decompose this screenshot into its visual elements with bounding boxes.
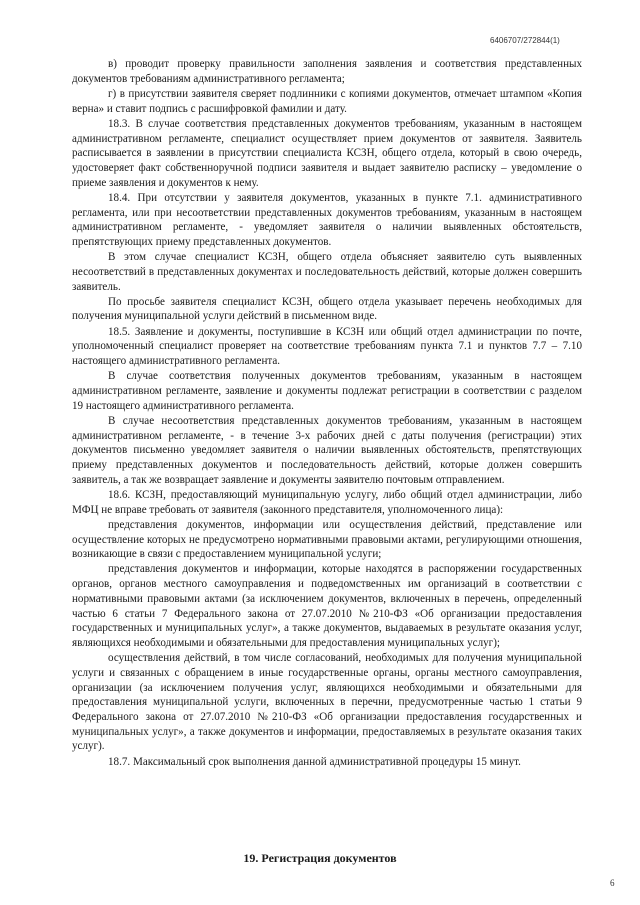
paragraph: В случае несоответствия представленных документов требованиям, указанным в настоящем административном регламенте, - в течение 3-х рабочих дней с даты получения (регистрации) этих документов письменно уведомляет заявителя о наличии выявленных обстоятельств, препятствующих приему представленных документов и последовательность действий, которые должен совершить заявитель, а так же возвращает заявление и документы заявителю почтовым отправлением. (72, 414, 582, 486)
paragraph: 18.6. КСЗН, предоставляющий муниципальную услугу, либо общий отдел администрации, либо МФЦ не вправе требовать от заявителя (законного представителя, уполномоченного лица): (72, 488, 582, 516)
paragraph: В этом случае специалист КСЗН, общего отдела объясняет заявителю суть выявленных несоответствий в представленных документах и последовательность действий, которые должен совершить заявитель. (72, 251, 582, 293)
paragraph: 18.4. При отсутствии у заявителя документов, указанных в пункте 7.1. административного регламента, или при несоответствии представленных документов требованиям, указанным в настоящем административном регламенте, - уведомляет заявителя о наличии выявленных обстоятельств, препятствующих приему представленных документов. (72, 191, 582, 248)
paragraph: представления документов, информации или осуществления действий, представление или осуществление которых не предусмотрено нормативными правовыми актами, регулирующими отношения, возникающие в связи с предоставлением муниципальной услуги; (72, 518, 582, 561)
paragraph: В случае соответствия полученных документов требованиям, указанным в настоящем административном регламенте, заявление и документы подлежат регистрации в соответствии с разделом 19 настоящего административного регламента. (72, 370, 582, 412)
paragraph: 18.5. Заявление и документы, поступившие в КСЗН или общий отдел администрации по почте, уполномоченный специалист проверяет на соответствие требованиям пункта 7.1 и пунктов 7.7 – 7.10 настоящего административного регламента. (72, 325, 582, 368)
page-number: 6 (610, 878, 615, 888)
paragraph: осуществления действий, в том числе согласований, необходимых для получения муниципальной услуги и связанных с обращением в иные государственные органы, органы местного самоуправления, организации (за исключением получения услуг, являющихся необходимыми и обязательными для предоставления муниципальной услуги, включенных в перечни, предусмотренные частью 1 статьи 9 Федерального закона от 27.07.2010 №210-ФЗ «Об организации предоставления государственных и муниципальных услуг», а также документов и информации, предоставляемых в результате оказания таких услуг). (72, 652, 582, 753)
paragraph: 18.7. Максимальный срок выполнения данной административной процедуры 15 минут. (108, 755, 521, 768)
paragraph: в) проводит проверку правильности заполнения заявления и соответствия представленных документов требованиям административного регламента; (72, 58, 582, 85)
paragraph: 18.3. В случае соответствия представленных документов требованиям, указанным в настоящем административном регламенте, специалист осуществляет прием документов от заявителя. Заявитель расписывается в заявлении в присутствии специалиста КСЗН, общего отдела, который в свою очередь, удостоверяет факт собственноручной подписи заявителя и выдает заявителю расписку – уведомление о приеме заявления и документов к нему. (72, 117, 582, 189)
paragraph: По просьбе заявителя специалист КСЗН, общего отдела указывает перечень необходимых для получения муниципальной услуги действий в письменном виде. (72, 295, 582, 323)
section-heading: 19. Регистрация документов (243, 851, 397, 865)
paragraph: представления документов и информации, которые находятся в распоряжении государственных органов, органов местного самоуправления и подведомственных им организаций в соответствии с нормативными правовыми актами (за исключением документов, включенных в перечень, определенный частью 6 статьи 7 Федерального закона от 27.07.2010 №210-ФЗ «Об организации предоставления государственных и муниципальных услуг», а также документов, выдаваемых в результате оказания услуг, являющихся необходимыми и обязательными для предоставления муниципальных услуг); (72, 563, 582, 649)
document-id: 6406707/272844(1) (490, 36, 560, 45)
paragraph: г) в присутствии заявителя сверяет подлинники с копиями документов, отмечает штампом «Копия верна» и ставит подпись с расшифровкой фамилии и дату. (72, 87, 582, 115)
document-body (72, 57, 582, 770)
